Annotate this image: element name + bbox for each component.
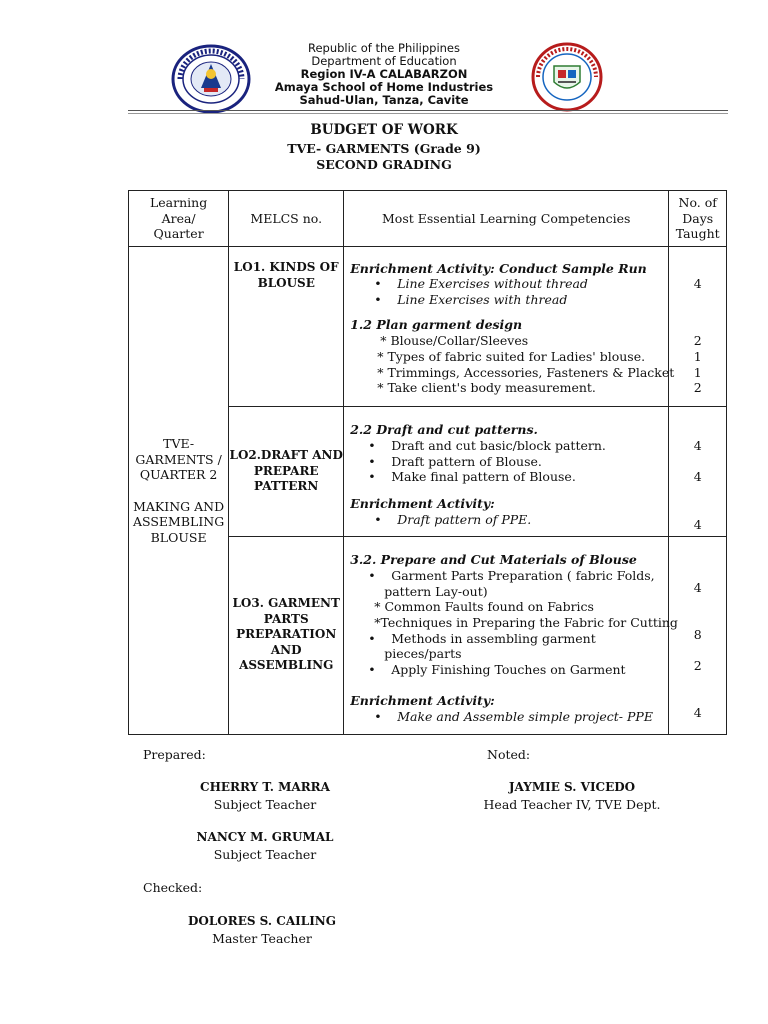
area-line: TVE- xyxy=(163,436,195,451)
competency-line: 2.2 Draft and cut patterns. xyxy=(350,422,538,437)
melc-cell xyxy=(229,247,344,407)
competency-line: • Apply Finishing Touches on Garment xyxy=(391,662,625,678)
table-row xyxy=(129,247,727,407)
header-department: Department of Education xyxy=(311,54,457,68)
signatory-role: Subject Teacher xyxy=(213,797,317,812)
days-cell xyxy=(669,247,727,407)
signatory-prepared-1 xyxy=(170,779,360,813)
header-days-line: Taught xyxy=(675,226,720,242)
signatory-name: CHERRY T. MARRA xyxy=(200,780,330,794)
competency-line: • Draft pattern of PPE. xyxy=(397,512,531,528)
header-area-line: Area/ xyxy=(161,210,196,226)
days-value: 1 xyxy=(693,349,702,364)
days-value: 1 xyxy=(693,365,702,380)
competency-line: • Make and Assemble simple project- PPE xyxy=(397,709,653,725)
competency-line: • Draft pattern of Blouse. xyxy=(391,454,542,470)
header-block xyxy=(0,42,768,107)
days-value: 4 xyxy=(693,705,702,720)
area-line: QUARTER 2 xyxy=(139,467,218,482)
header-area-line: Quarter xyxy=(153,226,204,242)
melc-cell xyxy=(229,537,344,735)
header-days xyxy=(669,191,727,247)
header-days-line: No. of xyxy=(678,195,717,211)
area-line: MAKING AND xyxy=(133,498,225,514)
days-value: 4 xyxy=(693,276,702,291)
days-cell xyxy=(669,407,727,537)
competency-line: * Take client's body measurement. xyxy=(377,380,596,395)
competency-line: Enrichment Activity: xyxy=(350,496,495,511)
header-melcs: MELCS no. xyxy=(229,191,344,247)
competency-line: Enrichment Activity: xyxy=(350,693,495,708)
melc-line: PATTERN xyxy=(254,479,319,494)
days-value: 4 xyxy=(693,580,702,595)
table-header-row xyxy=(129,191,727,247)
checked-label: Checked: xyxy=(143,880,203,895)
competency-line: 3.2. Prepare and Cut Materials of Blouse xyxy=(350,552,637,567)
melc-line: BLOUSE xyxy=(257,275,315,290)
area-line: ASSEMBLING xyxy=(133,514,225,529)
budget-of-work-table xyxy=(128,190,727,735)
competency-line: 1.2 Plan garment design xyxy=(350,317,523,332)
header-republic: Republic of the Philippines xyxy=(307,41,461,55)
header-divider-thin xyxy=(128,113,728,114)
melc-line: PREPARATION xyxy=(236,627,337,641)
competency-line: pieces/parts xyxy=(384,646,462,661)
days-value: 2 xyxy=(693,380,702,395)
competencies-cell xyxy=(344,537,678,735)
document-subject: TVE- GARMENTS (Grade 9) xyxy=(287,141,481,156)
competency-line: • Line Exercises with thread xyxy=(397,292,567,308)
melc-line: LO3. GARMENT xyxy=(232,596,340,610)
competency-line: • Line Exercises without thread xyxy=(397,276,588,292)
header-learning-area xyxy=(129,191,229,247)
melc-line: PREPARE xyxy=(253,463,319,478)
melc-line: PARTS xyxy=(263,611,309,626)
signatory-role: Head Teacher IV, TVE Dept. xyxy=(483,797,661,812)
signatory-prepared-2 xyxy=(170,829,360,863)
signatory-noted-1 xyxy=(460,779,684,813)
competency-line: • Make final pattern of Blouse. xyxy=(391,469,576,485)
document-grading: SECOND GRADING xyxy=(316,157,452,172)
signatory-role: Master Teacher xyxy=(212,931,312,946)
melc-line: LO2.DRAFT AND xyxy=(229,448,343,463)
header-school: Amaya School of Home Industries xyxy=(274,80,494,94)
competency-line: * Trimmings, Accessories, Fasteners & Placket xyxy=(377,365,675,380)
days-cell xyxy=(669,537,727,735)
days-value: 2 xyxy=(693,333,702,348)
days-value: 4 xyxy=(693,517,702,532)
signatory-name: NANCY M. GRUMAL xyxy=(196,830,334,844)
competency-line: *Techniques in Preparing the Fabric for Cutting xyxy=(374,615,678,630)
learning-area-cell xyxy=(129,247,229,735)
competency-line: Enrichment Activity: Conduct Sample Run xyxy=(350,261,647,276)
competency-line: * Types of fabric suited for Ladies' blouse. xyxy=(377,349,646,364)
competencies-cell xyxy=(344,407,669,537)
days-value: 2 xyxy=(693,658,702,673)
competency-line: • Garment Parts Preparation ( fabric Folds, xyxy=(391,568,654,584)
signatory-name: JAYMIE S. VICEDO xyxy=(508,780,636,794)
header-area-line: Learning xyxy=(149,195,208,211)
competencies-cell xyxy=(344,247,675,407)
days-value: 4 xyxy=(693,438,702,453)
header-divider xyxy=(128,110,728,111)
competency-line: pattern Lay-out) xyxy=(384,584,488,599)
competency-line: * Blouse/Collar/Sleeves xyxy=(380,333,529,348)
days-value: 4 xyxy=(693,469,702,484)
signatory-name: DOLORES S. CAILING xyxy=(187,914,337,928)
noted-label: Noted: xyxy=(487,747,531,762)
document-title: BUDGET OF WORK xyxy=(310,122,458,138)
melc-line: ASSEMBLING xyxy=(239,658,334,672)
signatory-role: Subject Teacher xyxy=(213,847,317,862)
prepared-label: Prepared: xyxy=(143,747,206,762)
area-line: BLOUSE xyxy=(150,529,207,545)
header-address: Sahud-Ulan, Tanza, Cavite xyxy=(299,93,469,107)
signatory-checked-1 xyxy=(162,913,362,947)
header-competencies: Most Essential Learning Competencies xyxy=(344,191,669,247)
melc-line: AND xyxy=(270,642,302,657)
melc-line: LO1. KINDS OF xyxy=(233,260,339,274)
days-value: 8 xyxy=(693,627,702,642)
header-days-line: Days xyxy=(682,210,714,226)
header-region: Region IV-A CALABARZON xyxy=(300,67,468,81)
melc-cell xyxy=(229,407,344,537)
area-line: GARMENTS / xyxy=(135,451,222,467)
competency-line: • Draft and cut basic/block pattern. xyxy=(391,438,606,454)
competency-line: * Common Faults found on Fabrics xyxy=(374,599,594,614)
competency-line: • Methods in assembling garment xyxy=(391,631,596,647)
